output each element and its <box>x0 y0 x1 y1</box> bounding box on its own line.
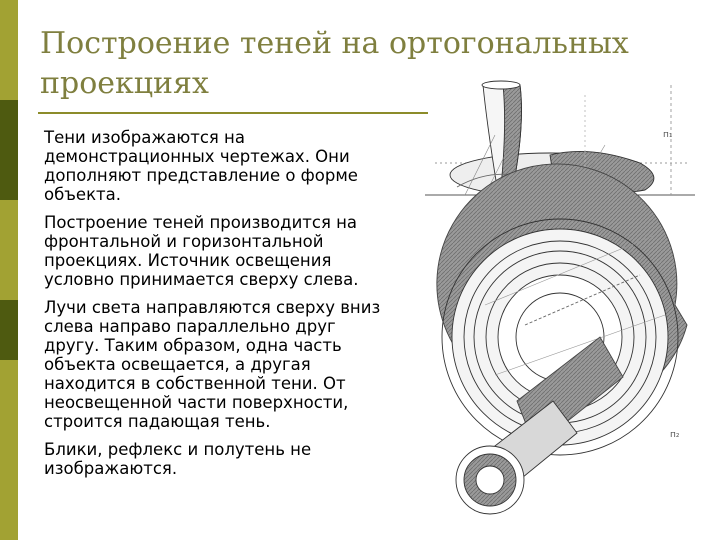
paragraph: Лучи света направляются сверху вниз слева направо параллельно друг другу. Таким образом, одна часть объекта освещается, а другая находится в собственной тени. От неосвещенной части поверхности, строится падающая тень. <box>44 298 381 431</box>
slide-body <box>44 128 394 487</box>
sidebar-block <box>0 200 18 300</box>
shadow-construction-drawing <box>425 75 695 535</box>
sidebar-block <box>0 300 18 360</box>
sidebar-block <box>0 360 18 540</box>
projection-label: п₂ <box>670 430 680 440</box>
projection-label: п₁ <box>663 130 673 140</box>
decorative-sidebar <box>0 0 18 540</box>
sidebar-block <box>0 0 18 100</box>
paragraph: Построение теней производится на фронтальной и горизонтальной проекциях. Источник освещения условно принимается сверху слева. <box>44 213 359 289</box>
sidebar-block <box>0 100 18 200</box>
horizontal-projection <box>437 164 687 514</box>
slide-title: Построение теней на ортогональных проекциях <box>40 26 629 101</box>
paragraph: Тени изображаются на демонстрационных чертежах. Они дополняют представление о форме объекта. <box>44 128 358 204</box>
paragraph: Блики, рефлекс и полутень не изображаются. <box>44 440 312 478</box>
title-underline <box>38 112 428 114</box>
